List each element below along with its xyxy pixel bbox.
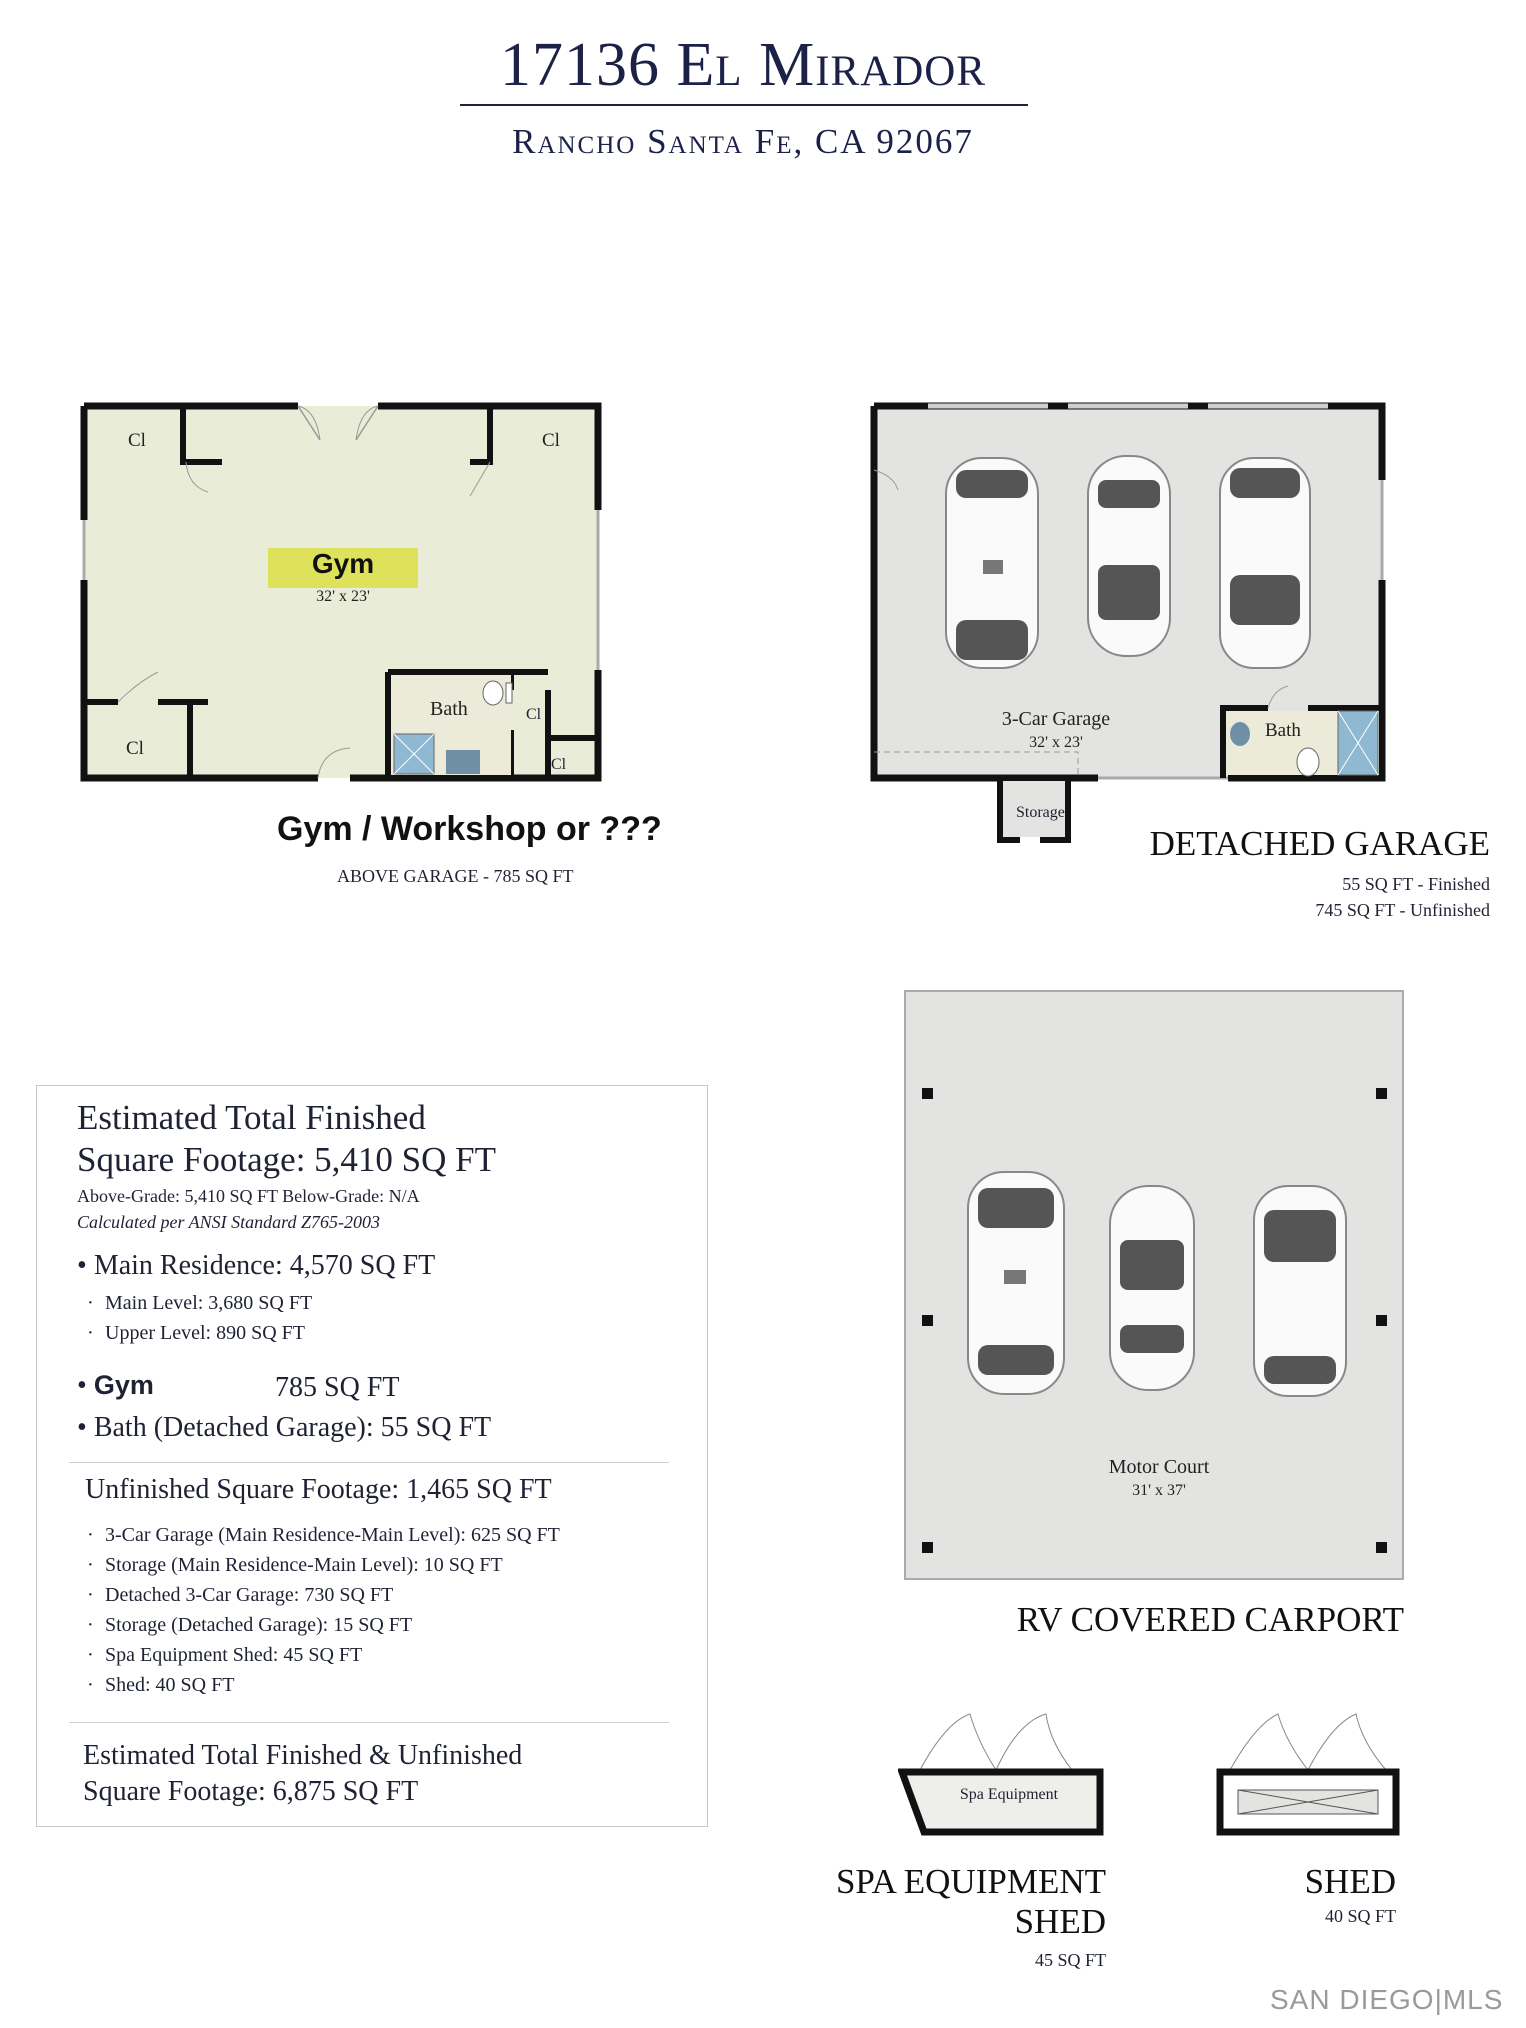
bullet-icon: •	[77, 1250, 94, 1281]
bullet-icon: •	[77, 1412, 94, 1443]
main-level-text: Main Level: 3,680 SQ FT	[105, 1292, 313, 1314]
upper-level-text: Upper Level: 890 SQ FT	[105, 1322, 305, 1344]
mls-watermark: SAN DIEGO|MLS	[1270, 1984, 1504, 2015]
carport-room-dims: 31' x 37'	[1132, 1482, 1186, 1499]
closet-label: Cl	[526, 706, 542, 723]
bullet-icon: ·	[87, 1292, 94, 1314]
garage-room-dims: 32' x 23'	[1029, 734, 1083, 751]
unfinished-item-text: Detached 3-Car Garage: 730 SQ FT	[105, 1584, 394, 1606]
bullet-icon: ·	[87, 1614, 94, 1636]
garage-room-label: 3-Car Garage	[1001, 708, 1111, 730]
unfinished-title: Unfinished Square Footage: 1,465 SQ FT	[85, 1474, 552, 1505]
ansi-note: Calculated per ANSI Standard Z765-2003	[77, 1212, 380, 1232]
garage-finished-area: 55 SQ FT - Finished	[1342, 874, 1490, 894]
unfinished-item-text: 3-Car Garage (Main Residence-Main Level): 625 SQ FT	[105, 1524, 560, 1546]
shed-area: 40 SQ FT	[1324, 1906, 1396, 1926]
gym-item-value: 785 SQ FT	[275, 1372, 400, 1403]
bullet-icon: ·	[87, 1644, 94, 1666]
page-title: 17136 El Mirador	[499, 31, 987, 99]
summary-divider	[69, 1462, 669, 1463]
unfinished-item	[87, 1614, 412, 1637]
car-icon	[1110, 1186, 1194, 1390]
closet-label: Cl	[126, 738, 144, 759]
finished-title-line2: Square Footage: 5,410 SQ FT	[77, 1140, 497, 1179]
car-icon	[1254, 1186, 1346, 1396]
bullet-icon: ·	[87, 1674, 94, 1696]
garage-storage-label: Storage	[1016, 804, 1065, 821]
closet-label: Cl	[128, 430, 146, 451]
main-residence-text: Main Residence: 4,570 SQ FT	[93, 1250, 436, 1281]
finished-title-line1: Estimated Total Finished	[77, 1098, 426, 1137]
unfinished-item	[87, 1524, 560, 1547]
gym-bath-label: Bath	[430, 698, 468, 720]
upper-level-item	[87, 1322, 305, 1345]
garage-bath-label: Bath	[1265, 720, 1301, 741]
summary-divider	[69, 1722, 669, 1723]
carport-caption: RV COVERED CARPORT	[1016, 1600, 1404, 1639]
unfinished-item	[87, 1674, 234, 1697]
car-icon	[1220, 458, 1310, 668]
spa-equipment-label: Spa Equipment	[959, 1786, 1059, 1803]
gym-item	[77, 1370, 154, 1402]
spa-shed-plan	[898, 1712, 1108, 1842]
total-line2: Square Footage: 6,875 SQ FT	[83, 1776, 419, 1807]
bullet-icon: ·	[87, 1584, 94, 1606]
bullet-icon: •	[77, 1370, 94, 1401]
gym-item-label: Gym	[93, 1370, 154, 1400]
spa-caption-line2: SHED	[1014, 1902, 1106, 1941]
garage-floor-plan	[868, 400, 1388, 850]
gym-room-label: Gym	[311, 548, 375, 579]
main-residence-item	[77, 1250, 435, 1282]
car-icon	[946, 458, 1038, 668]
unfinished-item-text: Storage (Main Residence-Main Level): 10 SQ FT	[105, 1554, 503, 1576]
spa-caption-line1: SPA EQUIPMENT	[835, 1862, 1106, 1901]
bullet-icon: ·	[87, 1524, 94, 1546]
unfinished-item-text: Spa Equipment Shed: 45 SQ FT	[105, 1644, 363, 1666]
car-icon	[1088, 456, 1170, 656]
main-level-item	[87, 1292, 312, 1315]
bullet-icon: ·	[87, 1554, 94, 1576]
gym-plan-subcaption: ABOVE GARAGE - 785 SQ FT	[337, 866, 574, 886]
bath-item	[77, 1412, 491, 1444]
gym-room-dims: 32' x 23'	[316, 588, 370, 605]
unfinished-item	[87, 1644, 362, 1667]
unfinished-item	[87, 1584, 393, 1607]
car-icon	[968, 1172, 1064, 1394]
closet-label: Cl	[542, 430, 560, 451]
carport-room-label: Motor Court	[1108, 1456, 1210, 1478]
total-line1: Estimated Total Finished & Unfinished	[83, 1740, 523, 1771]
closet-label: Cl	[551, 756, 567, 773]
garage-caption: DETACHED GARAGE	[1149, 824, 1490, 863]
page-subtitle: Rancho Santa Fe, CA 92067	[512, 122, 974, 161]
title-divider	[460, 104, 1028, 106]
gym-plan-caption: Gym / Workshop or ???	[277, 810, 662, 848]
unfinished-item-text: Storage (Detached Garage): 15 SQ FT	[105, 1614, 413, 1636]
square-footage-summary	[36, 1085, 708, 1827]
shed-caption: SHED	[1304, 1862, 1396, 1901]
shed-plan	[1216, 1712, 1406, 1842]
garage-unfinished-area: 745 SQ FT - Unfinished	[1315, 900, 1490, 920]
unfinished-item-text: Shed: 40 SQ FT	[105, 1674, 235, 1696]
spa-area: 45 SQ FT	[1034, 1950, 1106, 1970]
bath-item-text: Bath (Detached Garage): 55 SQ FT	[93, 1412, 492, 1443]
bullet-icon: ·	[87, 1322, 94, 1344]
unfinished-item	[87, 1554, 503, 1577]
grade-breakdown: Above-Grade: 5,410 SQ FT Below-Grade: N/A	[77, 1186, 420, 1206]
